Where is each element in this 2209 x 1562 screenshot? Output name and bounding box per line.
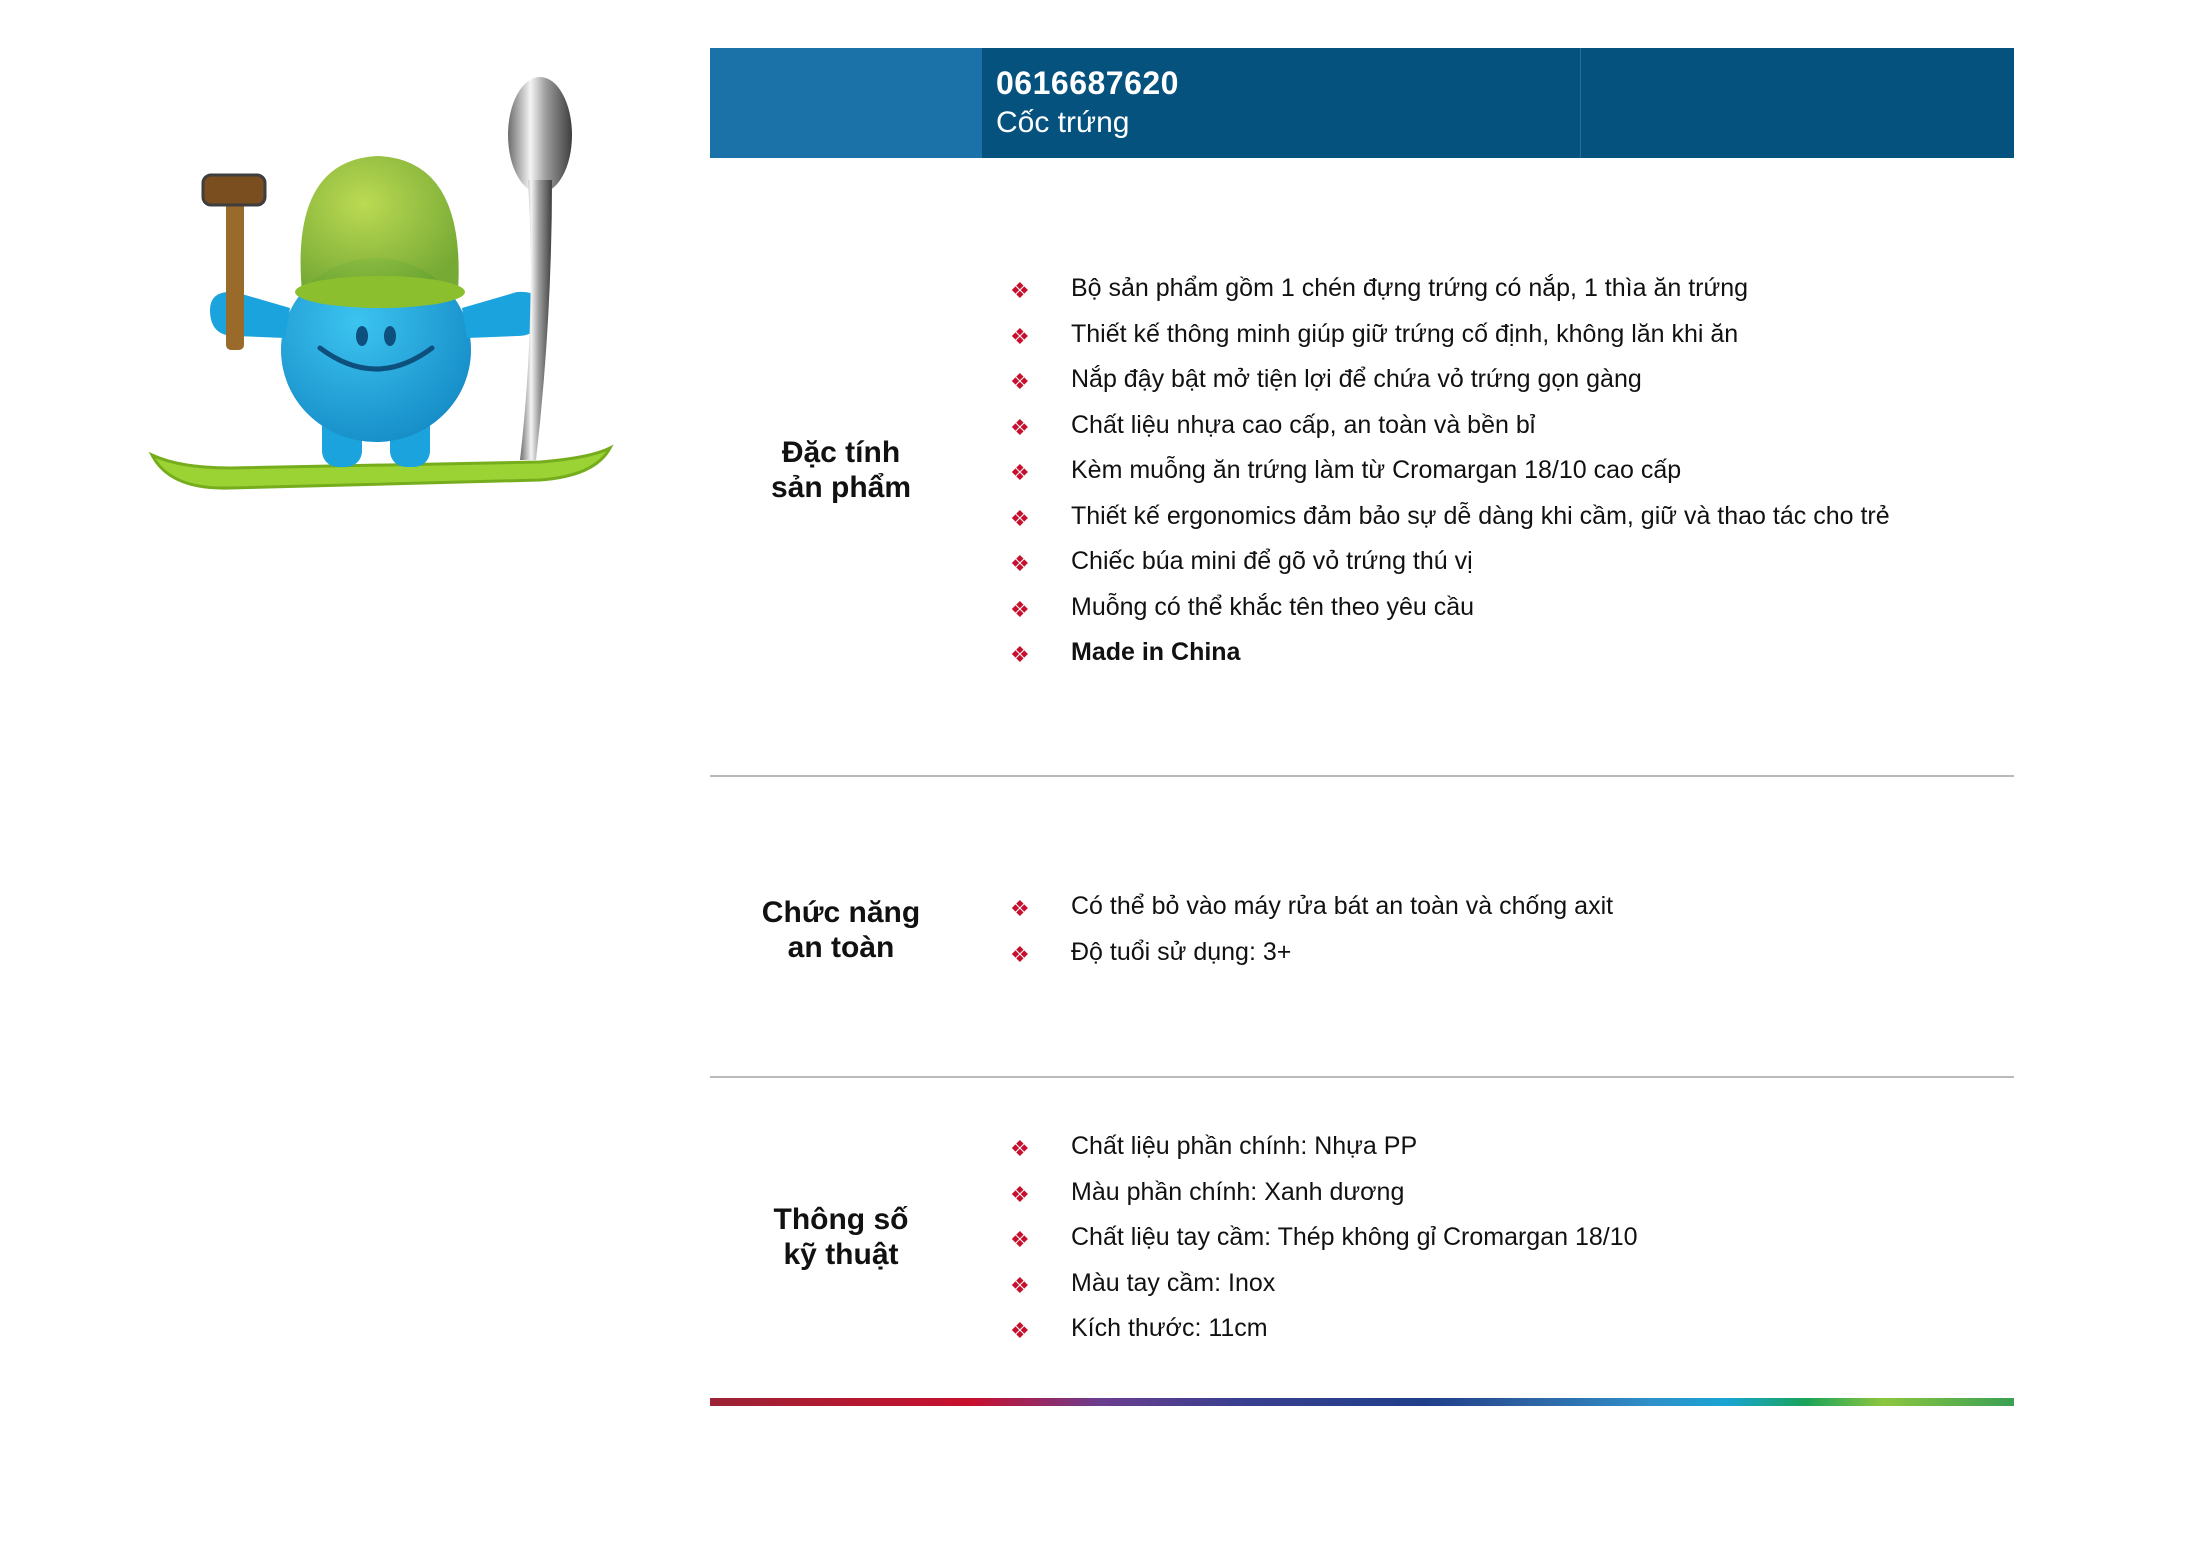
product-name: Cốc trứng <box>996 106 1130 139</box>
header-accent-block <box>710 48 982 158</box>
header-divider <box>1580 48 1581 158</box>
features-title-line1: Đặc tính <box>781 436 901 469</box>
bullet-text: Thiết kế ergonomics đảm bảo sự dễ dàng khi cầm, giữ và thao tác cho trẻ <box>1071 501 1890 530</box>
safety-title-line2: an toàn <box>787 931 895 964</box>
bullet-diamond-icon: ❖ <box>1010 414 1030 440</box>
specs-title-line1: Thông số <box>773 1203 909 1236</box>
bullet-text: Chiếc búa mini để gõ vỏ trứng thú vị <box>1071 547 1473 575</box>
specs-title-line2: kỹ thuật <box>783 1238 899 1271</box>
bullet-text: Độ tuổi sử dụng: 3+ <box>1071 937 1292 966</box>
product-code: 0616687620 <box>996 65 1179 101</box>
bullet-diamond-icon: ❖ <box>1010 596 1030 622</box>
bullet-text: Kèm muỗng ăn trứng làm từ Cromargan 18/10 cao cấp <box>1071 456 1682 484</box>
bullet-diamond-icon: ❖ <box>1010 1136 1030 1161</box>
safety-title-line1: Chức năng <box>761 896 921 929</box>
bullet-diamond-icon: ❖ <box>1010 1181 1030 1207</box>
egg-cup-character-icon <box>140 60 640 520</box>
bullet-text: Màu tay cầm: Inox <box>1071 1268 1276 1297</box>
section-divider <box>710 1076 2014 1078</box>
bullet-diamond-icon: ❖ <box>1010 551 1030 576</box>
bullet-diamond-icon: ❖ <box>1010 505 1030 531</box>
specs-section-title <box>706 1202 976 1272</box>
features-title-line2: sản phẩm <box>770 471 912 504</box>
bullet-text: Nắp đậy bật mở tiện lợi để chứa vỏ trứng gọn gàng <box>1071 365 1642 393</box>
bullet-text: Bộ sản phẩm gồm 1 chén đựng trứng có nắp, 1 thìa ăn trứng <box>1071 274 1749 302</box>
brand-color-bar <box>710 1398 2014 1406</box>
bullet-diamond-icon: ❖ <box>1010 460 1030 485</box>
bullet-text: Chất liệu phần chính: Nhựa PP <box>1071 1132 1418 1160</box>
section-divider <box>710 775 2014 777</box>
bullet-text: Chất liệu tay cầm: Thép không gỉ Cromargan 18/10 <box>1071 1223 1638 1251</box>
product-header <box>710 48 2014 158</box>
bullet-diamond-icon: ❖ <box>1010 323 1030 349</box>
features-section-title <box>706 435 976 505</box>
bullet-text: Muỗng có thể khắc tên theo yêu cầu <box>1071 592 1475 621</box>
bullet-text: Chất liệu nhựa cao cấp, an toàn và bền bỉ <box>1071 410 1536 439</box>
bullet-diamond-icon: ❖ <box>1010 642 1030 667</box>
bullet-diamond-icon: ❖ <box>1010 278 1030 303</box>
bullet-diamond-icon: ❖ <box>1010 369 1030 394</box>
bullet-diamond-icon: ❖ <box>1010 896 1030 921</box>
bullet-diamond-icon: ❖ <box>1010 1318 1030 1343</box>
bullet-text: Có thể bỏ vào máy rửa bát an toàn và chống axit <box>1071 892 1614 920</box>
safety-section-title <box>706 895 976 965</box>
bullet-text: Màu phần chính: Xanh dương <box>1071 1177 1405 1206</box>
bullet-diamond-icon: ❖ <box>1010 941 1030 967</box>
bullet-diamond-icon: ❖ <box>1010 1227 1030 1252</box>
bullet-text: Kích thước: 11cm <box>1071 1314 1268 1342</box>
product-image <box>140 60 640 520</box>
bullet-text: Thiết kế thông minh giúp giữ trứng cố định, không lăn khi ăn <box>1071 319 1739 348</box>
bullet-text: Made in China <box>1071 638 1241 666</box>
bullet-diamond-icon: ❖ <box>1010 1272 1030 1298</box>
